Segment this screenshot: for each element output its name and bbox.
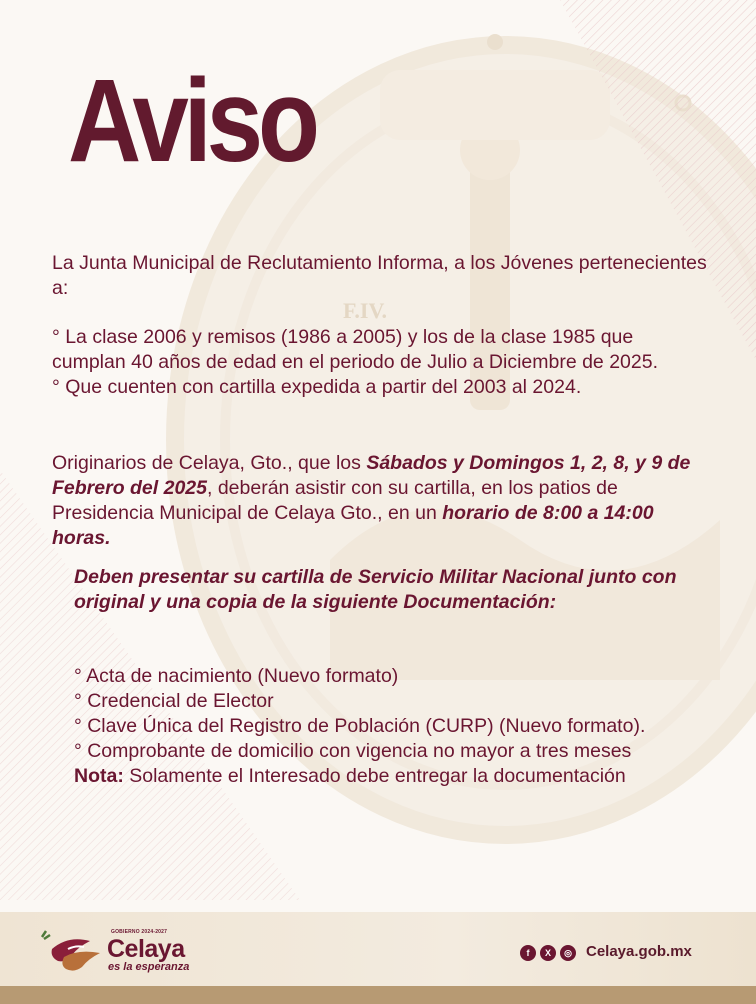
note [74, 764, 714, 789]
list-item: ° Comprobante de domicilio con vigencia no mayor a tres meses [74, 740, 632, 762]
eligibility-list [52, 325, 712, 400]
schedule-location: , deberán asistir con su cartilla, en los patios de Presidencia Municipal de Celaya Gto., en un [52, 477, 618, 524]
logo-government-period: GOBIERNO 2024-2027 [111, 929, 168, 935]
instagram-icon[interactable]: ◎ [560, 945, 576, 961]
logo-emblem-icon [38, 927, 108, 977]
schedule-paragraph [52, 451, 712, 551]
note-text: Solamente el Interesado debe entregar la documentación [123, 765, 626, 787]
logo-tagline: es la esperanza [108, 961, 190, 973]
schedule-dates: Sábados y Domingos 1, 2, 8, y 9 de Febrero del 2025 [52, 452, 691, 499]
logo-name: Celaya [107, 935, 185, 963]
list-item: ° La clase 2006 y remisos (1986 a 2005) y los de la clase 1985 que cumplan 40 años de edad en el periodo de Julio a Diciembre de 2025. [52, 326, 658, 373]
x-icon[interactable]: X [540, 945, 556, 961]
list-item: ° Clave Única del Registro de Población (CURP) (Nuevo formato). [74, 715, 646, 737]
social-links [520, 945, 576, 961]
intro-text: La Junta Municipal de Reclutamiento Informa, a los Jóvenes pertenecientes a: [52, 252, 707, 299]
list-item: ° Que cuenten con cartilla expedida a partir del 2003 al 2024. [52, 376, 582, 398]
footer-bar [0, 986, 756, 1004]
facebook-icon[interactable]: f [520, 945, 536, 961]
note-label: Nota: [74, 765, 124, 787]
list-item: ° Acta de nacimiento (Nuevo formato) [74, 665, 399, 687]
website-link[interactable]: Celaya.gob.mx [586, 943, 692, 960]
documents-list [74, 664, 714, 789]
schedule-text: Originarios de Celaya, Gto., que los [52, 452, 367, 474]
celaya-logo [38, 927, 208, 977]
page-title: Aviso [68, 55, 315, 187]
list-item: ° Credencial de Elector [74, 690, 274, 712]
schedule-hours: horario de 8:00 a 14:00 horas. [52, 502, 654, 549]
seal-text: F.IV. [343, 298, 388, 323]
requirements-heading: Deben presentar su cartilla de Servicio Militar Nacional junto con original y una copia de la siguiente Documentación: [74, 566, 677, 613]
